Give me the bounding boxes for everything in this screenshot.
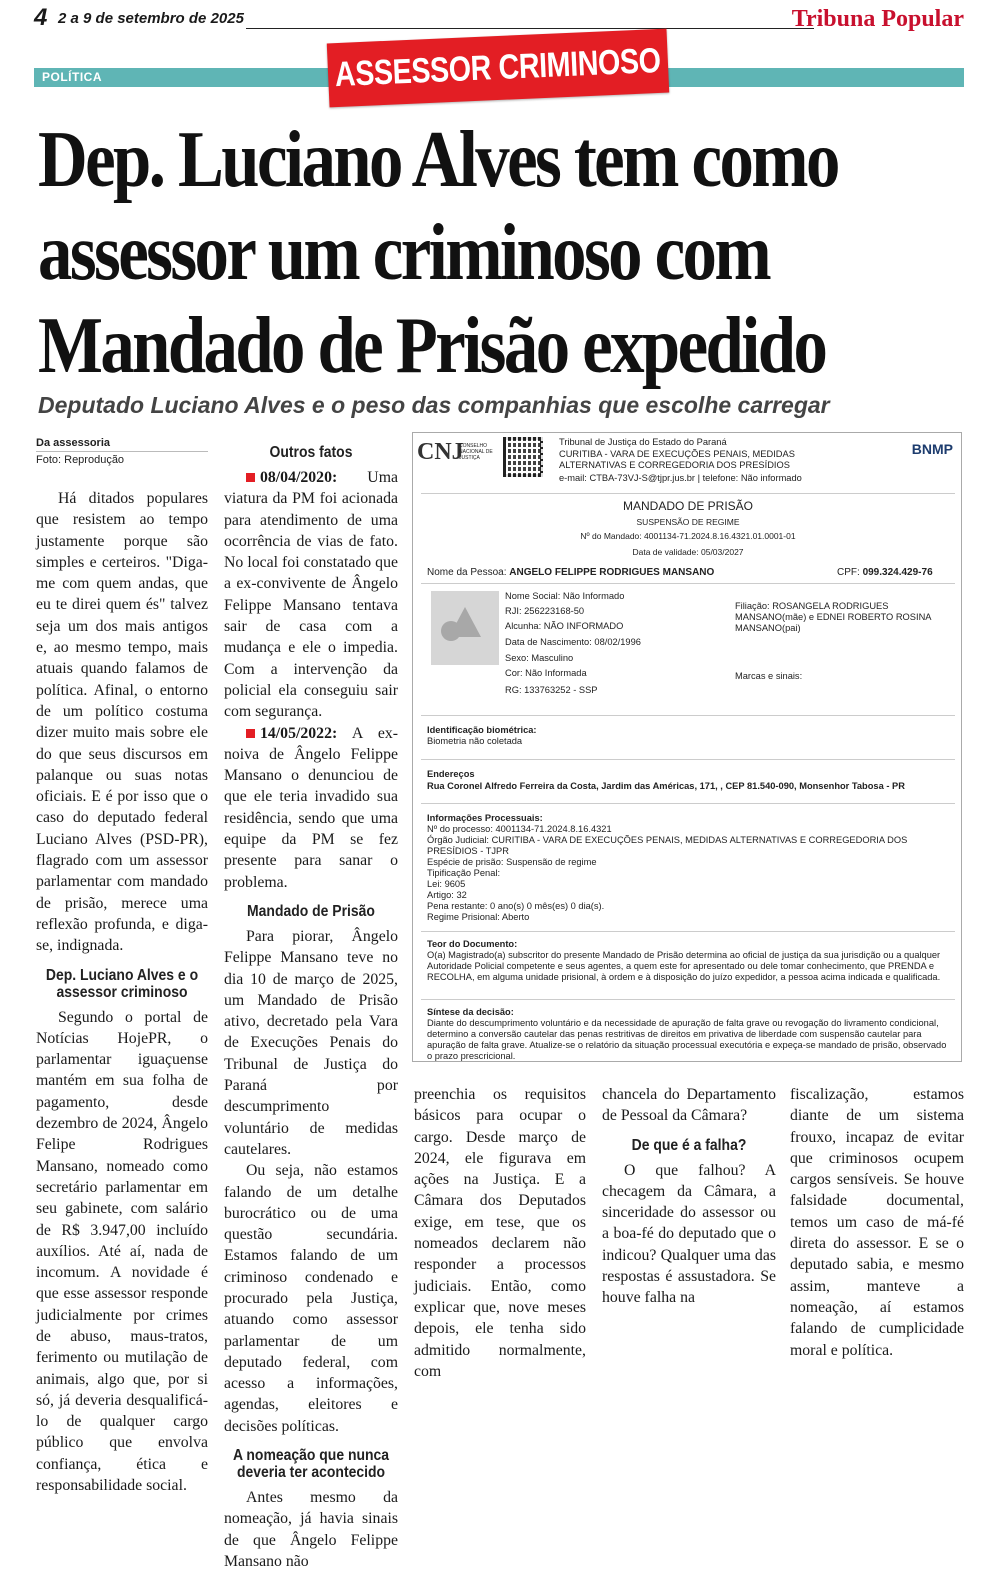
issue-date: 2 a 9 de setembro de 2025 [58,10,244,27]
paragraph [224,467,398,723]
field: Cor: Não Informada [505,668,587,678]
headline-line: assessor um criminoso com [38,209,770,297]
warrant-document [412,432,962,1062]
divider [421,759,955,760]
field: Espécie de prisão: Suspensão de regime [427,857,597,867]
bullet-square-icon [246,473,255,482]
field: Data de Nascimento: 08/02/1996 [505,637,641,647]
photo-credit: Foto: Reprodução [36,454,125,466]
court-email: e-mail: CTBA-73VJ-S@tjpr.jus.br | telefone: Não informado [559,473,802,483]
court-line: CURITIBA - VARA DE EXECUÇÕES PENAIS, MEDIDAS [559,449,795,459]
page-number: 4 [34,4,48,31]
section-label: Endereços [427,769,475,779]
paragraph: Ou seja, não estamos falando de um detalhe burocrático ou de uma questão secundária. Estamos falando de um criminoso condenado e procurado pela Justiça, atuando como assessor parlamentar de um deputado federal, com acesso a informações, agendas, eleitores e decisões políticas. [224,1162,398,1435]
kicker-text: ASSESSOR CRIMINOSO [334,40,662,95]
paragraph: fiscalização, estamos diante de um sistema frouxo, incapaz de evitar que criminosos ocupem cargos sensíveis. Se houve falsidade documental, temos um caso de má-fé direta do assessor. E se o deputado sabia, e mesmo assim, manteve a nomeação, aí estamos falando de cumplicidade moral e política. [790,1086,964,1359]
field: Alcunha: NÃO INFORMADO [505,621,624,631]
divider [421,493,955,494]
avatar-placeholder-icon [431,591,499,665]
field: Regime Prisional: Aberto [427,912,530,922]
column-4 [602,1084,776,1309]
newspaper-brand: Tribuna Popular [791,6,964,32]
subhead: De que é a falha? [631,1136,747,1154]
paragraph: Há ditados populares que resistem ao tempo justamente porque são simples e certeiros. "Diga-me com quem andas, que eu te direi quem és" talvez seja um dos mais antigos e, ao mesmo tempo, mais atuais quando falamos de política. Afinal, o entorno de um político costuma dizer muito mais sobre ele do que seus discursos em palanque ou suas notas oficiais. E é por isso que o caso do deputado federal Luciano Alves (PSD-PR), flagrado com um assessor parlamentar com mandado de prisão, merece uma reflexão profunda, e diga-se, indignada. [36,490,208,955]
divider [421,999,955,1000]
paragraph: chancela do Departamento de Pessoal da Câmara? [602,1086,776,1125]
header-rule [246,28,814,29]
subhead: Outros fatos [269,444,353,461]
paragraph: preenchia os requisitos básicos para ocupar o cargo. Desde março de 2024, ele figurava em ações na Justiça. E a Câmara dos Deputados exige, em tese, que os nomeados declarem não responder a processos judiciais. Então, como explicar que, nove meses depois, ele tenha sido admitido normalmente, com [414,1086,586,1380]
cnj-caption: CONSELHO NACIONAL DE JUSTIÇA [459,443,493,461]
fact-text: A ex-noiva de Ângelo Felippe Mansano o denunciou de que ele teria invadido sua residência, sendo que uma equipe da PM se fez presente para sanar o problema. [224,724,398,891]
subhead: Dep. Luciano Alves e o assessor criminoso [45,966,199,1001]
section-label: Identificação biométrica: [427,725,537,735]
column-1 [36,488,208,1496]
column-2 [224,444,398,1572]
bullet-square-icon [246,729,255,738]
section-label: POLÍTICA [42,70,102,84]
fact-date: 14/05/2022: [260,724,338,742]
cpf [837,567,933,578]
cnj-logo: CNJ [417,439,464,465]
paragraph: Para piorar, Ângelo Felippe Mansano teve no dia 10 de março de 2025, um Mandado de Prisão ativo, decretado pela Vara de Execuções Penais do Tribunal de Justiça do Paraná por descumprimento voluntário de medidas cautelares. [224,927,398,1158]
divider [421,583,955,584]
value: 099.324.429-76 [862,567,933,578]
field: Diante do descumprimento voluntário e da necessidade de apuração de falta grave ou revogação do livramento condicional, determino a conversão cautelar das penas restritivas de direitos em privativa de liberdade com suspensão cautelar para apuração de falta grave. Atualize-se o relatório da situação processual executória e expeça-se mandado de prisão, observado o prazo prescricional. [427,1018,947,1061]
headline-line: Dep. Luciano Alves tem como [38,116,838,204]
field: RG: 133763252 - SSP [505,685,598,695]
column-5 [790,1084,964,1361]
byline [36,436,208,467]
qr-code-pattern [503,437,543,477]
doc-title: MANDADO DE PRISÃO [622,499,754,513]
person-name [427,567,714,578]
subtitle: Deputado Luciano Alves e o peso das companhias que escolhe carregar [38,392,830,418]
warrant-number: Nº do Mandado: 4001134-71.2024.8.16.4321.01.0001-01 [580,531,796,541]
paragraph [224,723,398,893]
kicker-banner [327,29,669,108]
headline [38,114,968,393]
address: Rua Coronel Alfredo Ferreira da Costa, Jardim das Américas, 171, , CEP 81.540-090, Monsenhor Tabosa - PR [427,781,905,791]
field: Lei: 9605 [427,879,466,889]
validity-date: Data de validade: 05/03/2027 [632,547,744,557]
headline-line: Mandado de Prisão expedido [38,302,826,390]
section-label: Teor do Documento: [427,939,518,949]
subhead: Mandado de Prisão [247,902,375,920]
field: O(a) Magistrado(a) subscritor do presente Mandado de Prisão determina ao oficial de justiça da sua jurisdição ou a qualquer Autoridade Policial competente e seus agentes, a quem este for apresentado ou dele tomar conhecimento, que PRENDA e RECOLHA, em alguma unidade prisional, à ordem e à disposição do juízo expedidor, a pessoa acima indicada e qualificada. [427,950,941,982]
field: Biometria não coletada [427,736,523,746]
field: Marcas e sinais: [735,671,803,681]
field: Filiação: ROSANGELA RODRIGUES MANSANO(mãe) e EDNEI ROBERTO ROSINA MANSANO(pai) [735,601,931,633]
value: ANGELO FELIPPE RODRIGUES MANSANO [509,567,715,578]
field: RJI: 256223168-50 [505,606,585,616]
field: Nome Social: Não Informado [505,591,625,601]
subhead: A nomeação que nunca deveria ter acontecido [232,1447,390,1482]
label: CPF: [837,567,860,578]
field: Tipificação Penal: [427,868,501,878]
field: Órgão Judicial: CURITIBA - VARA DE EXECUÇÕES PENAIS, MEDIDAS ALTERNATIVAS E CORREGEDORIA DOS PRESÍDIOS - TJPR [427,835,908,856]
divider [421,931,955,932]
field: Artigo: 32 [427,890,467,900]
divider [421,803,955,804]
section-label: Informações Processuais: [427,813,543,823]
page-header [34,4,964,34]
divider [421,715,955,716]
fact-text: Uma viatura da PM foi acionada para atendimento de uma ocorrência de vias de fato. No local foi constatado que a ex-convivente de Ângelo Felippe Mansano tentava sair de casa com a mudança e ele o impedia. Com a intervenção da policial ela conseguiu sair com segurança. [224,469,398,721]
court-name: Tribunal de Justiça do Estado do Paraná [559,437,727,447]
section-label: Síntese da decisão: [427,1007,514,1017]
doc-subtitle: SUSPENSÃO DE REGIME [636,517,740,527]
fact-date: 08/04/2020: [260,469,338,486]
author: Da assessoria [36,436,208,452]
field: Nº do processo: 4001134-71.2024.8.16.4321 [427,824,612,834]
paragraph: Antes mesmo da nomeação, já havia sinais de que Ângelo Felippe Mansano não [224,1489,398,1570]
field: Sexo: Masculino [505,653,574,663]
label: Nome da Pessoa: [427,567,507,578]
court-line: ALTERNATIVAS E CORREGEDORIA DOS PRESÍDIOS [559,460,790,470]
column-3 [414,1084,586,1382]
paragraph: O que falhou? A checagem da Câmara, a sinceridade do assessor ou a boa-fé do deputado que o indicou? Qualquer uma das respostas é assustadora. Se houve falha na [602,1161,776,1307]
field: Pena restante: 0 ano(s) 0 mês(es) 0 dia(s). [427,901,605,911]
paragraph: Segundo o portal de Notícias HojePR, o parlamentar iguaçuense mantém em sua folha de pagamento, desde dezembro de 2024, Ângelo Felipe Rodrigues Mansano, nomeado como secretário parlamentar em seu gabinete, com salário de R$ 3.947,00 incluído auxílios. Até aí, nada de incomum. A novidade é que esse assessor responde judicialmente por crimes de abuso, maus-tratos, ferimento ou mutilação de animais, algo que, por si só, já deveria desqualificá-lo de qualquer cargo público que envolva confiança, ética e responsabilidade social. [36,1008,208,1495]
bnmp-logo: BNMP [911,441,953,457]
